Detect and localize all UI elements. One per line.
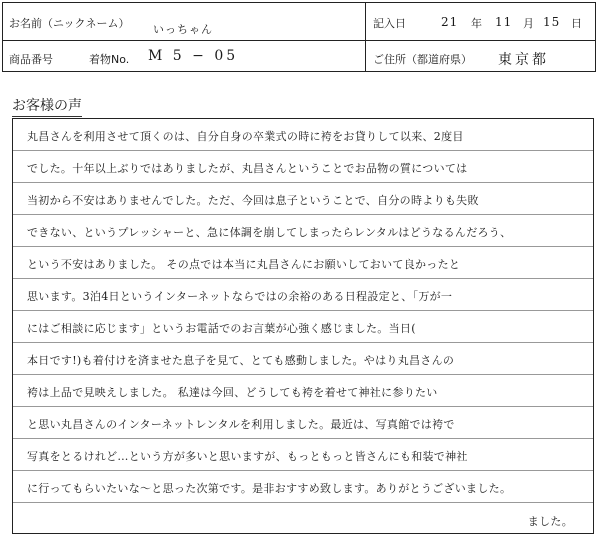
text-line — [13, 375, 593, 407]
text-line — [13, 343, 593, 375]
text-line — [13, 151, 593, 183]
entry-year-value: 21 — [441, 15, 459, 29]
form-column-divider — [365, 3, 366, 71]
customer-info-form — [2, 2, 596, 72]
text-line — [13, 279, 593, 311]
handwritten-line: という不安はありました。 その点では本当に丸昌さんにお願いしておいて良かったと — [27, 258, 461, 271]
handwritten-line: 丸昌さんを利用させて頂くのは、自分自身の卒業式の時に袴をお貸りして以来、2度目 — [27, 130, 464, 143]
text-line — [13, 311, 593, 343]
handwritten-line: にはご相談に応じます」というお電話でのお言葉が心強く感じました。当日( — [27, 322, 416, 335]
text-line — [13, 247, 593, 279]
handwritten-line: と思い丸昌さんのインターネットレンタルを利用しました。最近は、写真館では袴で — [27, 418, 455, 431]
address-value: 東京都 — [498, 52, 549, 68]
nickname-label: お名前（ニックネーム） — [9, 17, 130, 30]
handwritten-line: 当初から不安はありませんでした。ただ、今回は息子ということで、自分の時よりも失敗 — [27, 194, 479, 207]
handwritten-line: 思います。3泊4日というインターネットならではの余裕のある日程設定と、「万が一 — [27, 290, 453, 303]
address-label: ご住所（都道府県） — [373, 53, 472, 66]
form-row-divider — [3, 40, 595, 41]
text-line — [13, 503, 593, 535]
entry-date-label: 記入日 — [373, 17, 406, 30]
product-number-label: 商品番号 — [9, 53, 53, 66]
handwritten-line: 写真をとるけれど…という方が多いと思いますが、もっともっと皆さんにも和装で神社 — [27, 450, 468, 463]
handwritten-line: に行ってもらいたいな〜と思った次第です。是非おすすめ致します。ありがとうございました。 — [27, 482, 512, 495]
day-unit-label: 日 — [571, 17, 582, 30]
handwritten-line-closing: ました。 — [527, 515, 573, 528]
text-line — [13, 215, 593, 247]
text-line — [13, 183, 593, 215]
text-line — [13, 119, 593, 151]
month-unit-label: 月 — [523, 17, 534, 30]
handwritten-line: できない、というプレッシャーと、急に体調を崩してしまったらレンタルはどうなるんだろう、 — [27, 226, 512, 239]
text-line — [13, 407, 593, 439]
customer-voice-title: お客様の声 — [12, 95, 82, 117]
customer-voice-box — [12, 118, 594, 534]
kimono-number-label: 着物No. — [89, 53, 130, 66]
year-unit-label: 年 — [471, 17, 482, 30]
kimono-number-value: M 5 − 05 — [148, 48, 239, 64]
handwritten-line: 袴は上品で見映えしました。 私達は今回、どうしても袴を着せて神社に参りたい — [27, 386, 438, 399]
handwritten-line: 本日です!)も着付けを済ませた息子を見て、とても感動しました。やはり丸昌さんの — [27, 354, 455, 367]
handwritten-line: でした。十年以上ぶりではありましたが、丸昌さんということでお品物の質については — [27, 162, 468, 175]
nickname-value: いっちゃん — [153, 23, 213, 36]
text-line — [13, 471, 593, 503]
entry-day-value: 15 — [543, 15, 561, 29]
text-line — [13, 439, 593, 471]
entry-month-value: 11 — [495, 15, 513, 29]
